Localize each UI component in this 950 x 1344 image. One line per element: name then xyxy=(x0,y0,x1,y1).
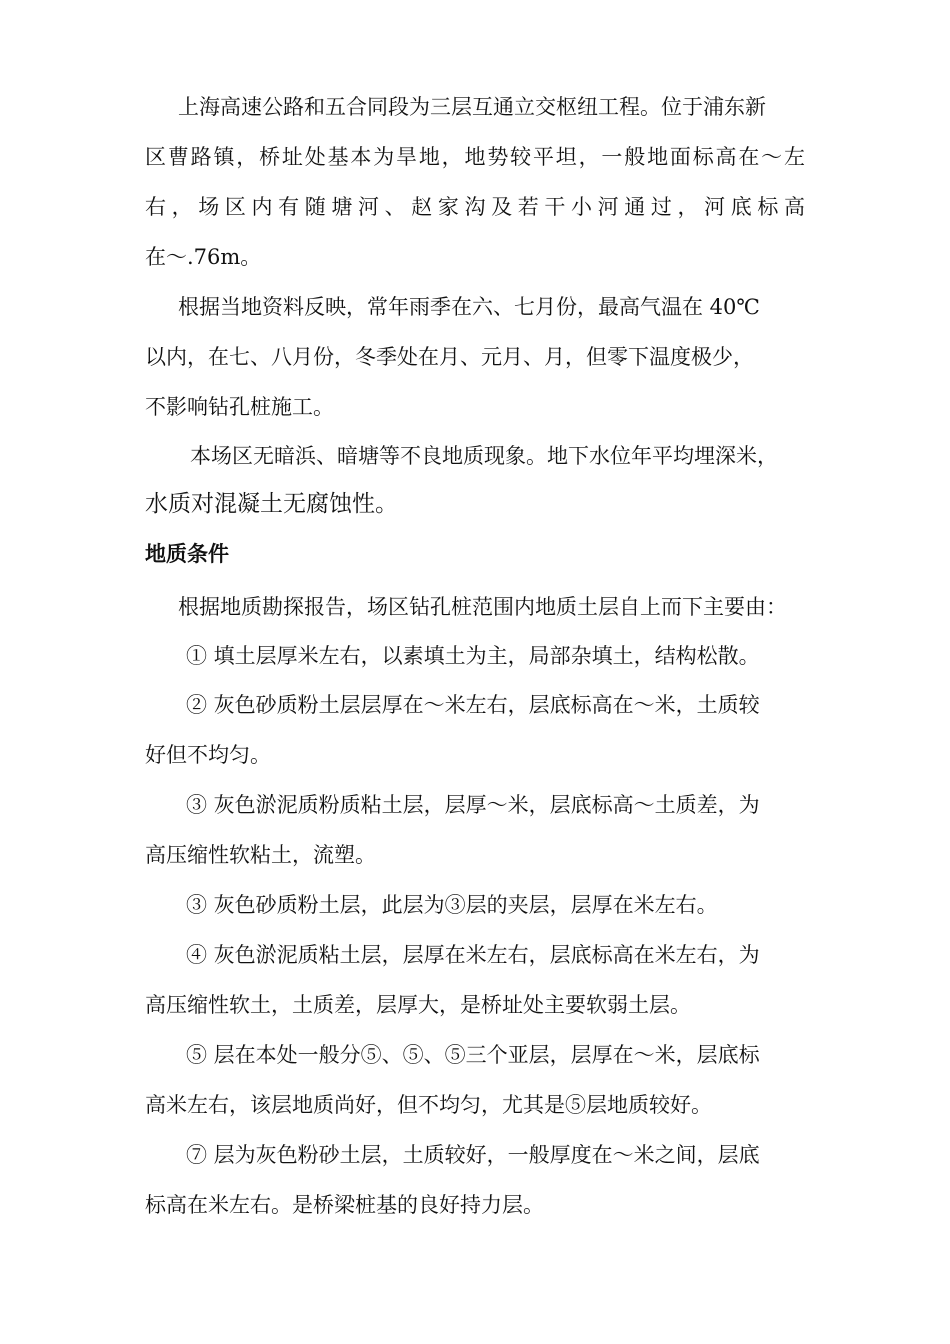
layer-3-sub-line-1: ③ 灰色砂质粉土层，此层为③层的夹层，层厚在米左右。 xyxy=(186,893,718,917)
paragraph-1-line-4: 在～.76m。 xyxy=(145,245,262,269)
layer-3-line-1: ③ 灰色淤泥质粉质粘土层，层厚～米，层底标高～土质差，为 xyxy=(186,793,760,817)
layer-2-line-2: 好但不均匀。 xyxy=(145,743,271,767)
paragraph-4-line-1: 根据地质勘探报告，场区钻孔桩范围内地质土层自上而下主要由： xyxy=(178,595,787,619)
paragraph-2-line-1: 根据当地资料反映，常年雨季在六、七月份，最高气温在 40℃ xyxy=(178,295,760,319)
layer-7-line-2: 标高在米左右。是桥梁桩基的良好持力层。 xyxy=(145,1193,544,1217)
paragraph-3-line-2: 水质对混凝土无腐蚀性。 xyxy=(145,491,398,517)
layer-7-line-1: ⑦ 层为灰色粉砂土层，土质较好，一般厚度在～米之间，层底 xyxy=(186,1143,760,1167)
layer-5-line-2: 高米左右，该层地质尚好，但不均匀，尤其是⑤层地质较好。 xyxy=(145,1093,712,1117)
layer-5-line-1: ⑤ 层在本处一般分⑤、⑤、⑤三个亚层，层厚在～米，层底标 xyxy=(186,1043,760,1067)
paragraph-2-line-2: 以内，在七、八月份，冬季处在月、元月、月，但零下温度极少， xyxy=(145,345,754,369)
layer-4-line-1: ④ 灰色淤泥质粘土层，层厚在米左右，层底标高在米左右，为 xyxy=(186,943,760,967)
paragraph-3-line-1: 本场区无暗浜、暗塘等不良地质现象。地下水位年平均埋深米， xyxy=(190,444,778,468)
section-heading: 地质条件 xyxy=(145,542,229,566)
paragraph-2-line-3: 不影响钻孔桩施工。 xyxy=(145,395,334,419)
layer-4-line-2: 高压缩性软土，土质差，层厚大，是桥址处主要软弱土层。 xyxy=(145,993,691,1017)
paragraph-1-line-1: 上海高速公路和五合同段为三层互通立交枢纽工程。位于浦东新 xyxy=(178,95,766,119)
layer-3-line-2: 高压缩性软粘土，流塑。 xyxy=(145,843,376,867)
layer-2-line-1: ② 灰色砂质粉土层层厚在～米左右，层底标高在～米，土质较 xyxy=(186,693,760,717)
paragraph-1-line-2: 区曹路镇，桥址处基本为旱地，地势较平坦，一般地面标高在～左 xyxy=(145,145,805,169)
paragraph-1-line-3: 右，场区内有随塘河、赵家沟及若干小河通过，河底标高 xyxy=(145,195,805,219)
layer-1-line-1: ① 填土层厚米左右，以素填土为主，局部杂填土，结构松散。 xyxy=(186,644,760,668)
